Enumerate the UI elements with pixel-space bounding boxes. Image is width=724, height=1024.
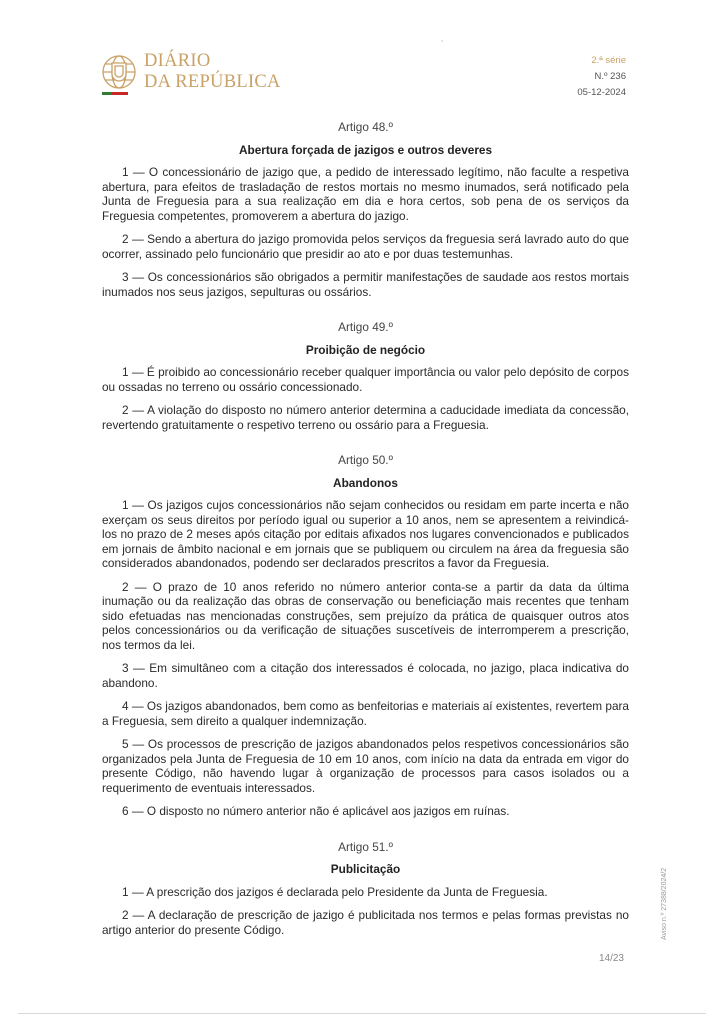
republic-emblem-icon bbox=[98, 50, 140, 96]
article-50 bbox=[102, 453, 629, 819]
page-bottom-edge bbox=[18, 1013, 706, 1014]
article-48 bbox=[102, 120, 629, 299]
article-title: Abertura forçada de jazigos e outros deveres bbox=[238, 142, 493, 157]
brand-title bbox=[144, 51, 281, 93]
flag-stripe bbox=[102, 92, 128, 95]
article-paragraph: 1 — A prescrição dos jazigos é declarada pelo Presidente da Junta de Freguesia. bbox=[122, 884, 548, 899]
issue-info bbox=[577, 53, 626, 101]
flag-green bbox=[102, 92, 112, 95]
article-paragraph: 2 — A violação do disposto no número anterior determina a caducidade imediata da concessão, revertendo gratuitamente o respetivo terreno ou ossário para a Freguesia. bbox=[102, 403, 629, 432]
article-paragraph: 1 — É proibido ao concessionário receber qualquer importância ou valor pelo depósito de corpos ou ossadas no terreno ou ossário concessionado. bbox=[102, 365, 629, 394]
speck bbox=[441, 40, 443, 42]
article-paragraph: 1 — O concessionário de jazigo que, a pedido de interessado legítimo, não faculte a respetiva abertura, para efeitos de trasladação de restos mortais no mesmo inumados, será notificado pela Junta de Freguesia para a sua realização em dia e hora certos, sob pena de os serviços da Freguesia competentes, promoverem a abertura do jazigo. bbox=[102, 165, 629, 223]
article-number: Artigo 48.º bbox=[338, 120, 393, 134]
article-paragraph: 6 — O disposto no número anterior não é aplicável aos jazigos em ruínas. bbox=[122, 804, 510, 818]
flag-red bbox=[112, 92, 128, 95]
article-title: Publicitação bbox=[330, 862, 401, 876]
article-paragraph: 1 — Os jazigos cujos concessionários não sejam conhecidos ou residam em parte incerta e não exerçam os seus direitos por período igual ou superior a 10 anos, nem se apresentem a reivindicá-los no prazo de 2 meses após citação por editais afixados nos lugares convencionados e publicados em jornais de âmbito nacional e em jornais que se publiquem ou circulem na área da freguesia são considerados abandonados, podendo ser declarados prescritos a favor da Freguesia. bbox=[102, 498, 629, 570]
article-number: Artigo 51.º bbox=[338, 839, 393, 854]
article-number: Artigo 49.º bbox=[338, 320, 393, 334]
article-paragraph: 2 — Sendo a abertura do jazigo promovida pelos serviços da freguesia será lavrado auto do que ocorrer, assinado pelo funcionário que presidir ao ato e por duas testemunhas. bbox=[102, 232, 629, 261]
article-paragraph: 3 — Em simultâneo com a citação dos interessados é colocada, no jazigo, placa indicativa do abandono. bbox=[102, 661, 629, 690]
article-paragraph: 4 — Os jazigos abandonados, bem como as benfeitorias e materiais aí existentes, revertem para a Freguesia, sem direito a qualquer indemnização. bbox=[102, 699, 629, 728]
document-body bbox=[102, 120, 629, 946]
article-paragraph: 3 — Os concessionários são obrigados a permitir manifestações de saudade aos restos mortais inumados nos seus jazigos, sepulturas ou ossários. bbox=[102, 270, 629, 299]
article-number: Artigo 50.º bbox=[338, 453, 393, 467]
article-paragraph: 5 — Os processos de prescrição de jazigos abandonados pelos respetivos concessionários são organizados pela Junta de Freguesia de 10 em 10 anos, com início na data da entrada em vigor do presente Código, não havendo lugar à organização de processos para casos isolados ou a requerimento de eventuais interessados. bbox=[102, 737, 629, 795]
article-title: Proibição de negócio bbox=[305, 342, 426, 357]
article-paragraph: 2 — O prazo de 10 anos referido no número anterior conta-se a partir da data da última inumação ou da realização das obras de conservação ou beneficiação mais recentes que tenham sido efetuadas nas mencionadas construções, sem prejuízo da prática de quaisquer outros atos pelos concessionários ou da verificação de situações suscetíveis de interromperem a prescrição, nos termos da lei. bbox=[102, 579, 629, 652]
issue-number: N.º 236 bbox=[594, 71, 626, 82]
brand-line-1: DIÁRIO bbox=[144, 51, 211, 71]
side-note bbox=[661, 830, 671, 940]
article-49 bbox=[102, 320, 629, 432]
page-number: 14/23 bbox=[598, 953, 624, 964]
brand-line-2: DA REPÚBLICA bbox=[144, 72, 281, 92]
article-title: Abandonos bbox=[333, 475, 398, 490]
issue-serie: 2.ª série bbox=[591, 55, 626, 66]
article-paragraph: 2 — A declaração de prescrição de jazigo é publicitada nos termos e pelas formas previstas no artigo anterior do presente Código. bbox=[102, 908, 629, 937]
article-51 bbox=[102, 840, 629, 938]
side-note-text: Aviso n.º 27388/2024/2 bbox=[661, 867, 668, 940]
issue-date: 05-12-2024 bbox=[577, 87, 626, 98]
